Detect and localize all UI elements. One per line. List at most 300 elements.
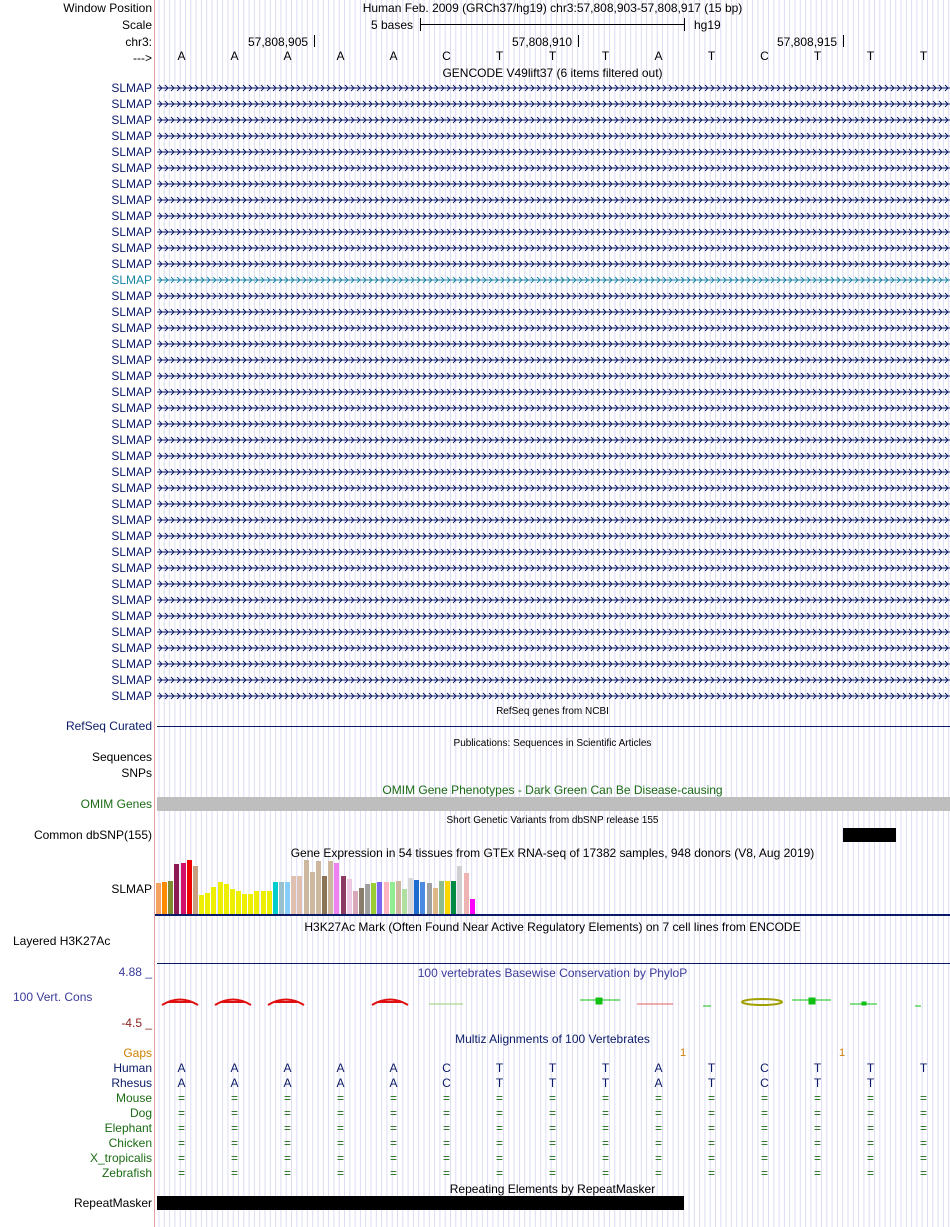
gtex-tissue-bar[interactable] [322, 876, 327, 914]
multiz-base: A [177, 1061, 186, 1075]
gencode-row-label[interactable]: SLMAP [111, 161, 152, 175]
multiz-base: = [707, 1136, 715, 1150]
dbsnp-feature[interactable] [843, 828, 896, 842]
multiz-base: T [866, 1076, 875, 1090]
gencode-row-label[interactable]: SLMAP [111, 81, 152, 95]
omim-track-title[interactable]: OMIM Gene Phenotypes - Dark Green Can Be Disease-causing [382, 783, 723, 797]
multiz-base: = [866, 1121, 874, 1135]
multiz-base: T [495, 1076, 504, 1090]
gencode-transcript[interactable] [157, 307, 950, 317]
multiz-base: = [760, 1136, 768, 1150]
multiz-base: = [230, 1121, 238, 1135]
multiz-species-label[interactable]: Rhesus [111, 1076, 152, 1090]
multiz-base: = [442, 1166, 450, 1180]
gencode-row-label[interactable]: SLMAP [111, 401, 152, 415]
multiz-base: = [548, 1121, 556, 1135]
multiz-base: = [495, 1121, 503, 1135]
multiz-base: = [654, 1151, 662, 1165]
gtex-tissue-bar[interactable] [408, 878, 413, 914]
refseq-track-title[interactable]: RefSeq genes from NCBI [496, 706, 609, 717]
gencode-transcript[interactable] [157, 195, 950, 205]
gencode-transcript[interactable] [157, 691, 950, 701]
multiz-base: = [495, 1166, 503, 1180]
gtex-label[interactable]: SLMAP [111, 882, 152, 896]
gencode-transcript[interactable] [157, 323, 950, 333]
gencode-row-label[interactable]: SLMAP [111, 657, 152, 671]
gtex-tissue-bar[interactable] [328, 861, 333, 914]
gtex-tissue-bar[interactable] [279, 882, 284, 914]
multiz-base: = [601, 1091, 609, 1105]
gencode-row-label[interactable]: SLMAP [111, 369, 152, 383]
gtex-tissue-bar[interactable] [414, 880, 419, 914]
window-position-text: Human Feb. 2009 (GRCh37/hg19) chr3:57,808,903-57,808,917 (15 bp) [362, 1, 743, 15]
gencode-row-label[interactable]: SLMAP [111, 481, 152, 495]
multiz-base: = [548, 1091, 556, 1105]
base-11: T [707, 49, 716, 63]
gencode-row-label[interactable]: SLMAP [111, 97, 152, 111]
multiz-base: = [389, 1151, 397, 1165]
multiz-base: = [654, 1136, 662, 1150]
phylop-loop-12 [742, 999, 782, 1005]
gtex-tissue-bar[interactable] [291, 876, 296, 914]
gencode-transcript[interactable] [157, 419, 950, 429]
gtex-tissue-bar[interactable] [273, 882, 278, 914]
gtex-tissue-bar[interactable] [285, 882, 290, 914]
gaps-label[interactable]: Gaps [123, 1046, 152, 1060]
gencode-transcript[interactable] [157, 387, 950, 397]
multiz-base: = [601, 1136, 609, 1150]
multiz-base: = [654, 1166, 662, 1180]
gencode-row-label[interactable]: SLMAP [111, 385, 152, 399]
multiz-base: = [707, 1091, 715, 1105]
gencode-transcript[interactable] [157, 611, 950, 621]
gencode-transcript[interactable] [157, 211, 950, 221]
multiz-species-label[interactable]: X_tropicalis [89, 1151, 152, 1165]
multiz-base: = [230, 1166, 238, 1180]
gtex-tissue-bar[interactable] [193, 866, 198, 914]
multiz-base: = [760, 1166, 768, 1180]
gencode-row-label[interactable]: SLMAP [111, 689, 152, 703]
multiz-base: = [760, 1121, 768, 1135]
gtex-tissue-bar[interactable] [396, 881, 401, 914]
gencode-transcript[interactable] [157, 451, 950, 461]
scale-label: Scale [121, 18, 152, 32]
multiz-base: A [336, 1061, 345, 1075]
multiz-base: A [654, 1061, 663, 1075]
multiz-base: = [601, 1106, 609, 1120]
multiz-base: A [389, 1076, 398, 1090]
multiz-base: = [230, 1091, 238, 1105]
gencode-row-label[interactable]: SLMAP [111, 337, 152, 351]
multiz-base: = [442, 1106, 450, 1120]
multiz-base: = [336, 1136, 344, 1150]
multiz-base: = [389, 1091, 397, 1105]
base-7: T [495, 49, 504, 63]
multiz-base: = [336, 1121, 344, 1135]
gtex-tissue-bar[interactable] [427, 883, 432, 914]
gencode-transcript[interactable] [157, 595, 950, 605]
coord-tick-mark-3 [843, 35, 844, 47]
gencode-transcript[interactable] [157, 371, 950, 381]
gtex-tissue-bar[interactable] [445, 881, 450, 914]
gencode-row-label[interactable]: SLMAP [111, 529, 152, 543]
snps-label[interactable]: SNPs [121, 766, 152, 780]
gencode-transcript[interactable] [157, 115, 950, 125]
gtex-tissue-bar[interactable] [168, 881, 173, 914]
multiz-base: = [866, 1166, 874, 1180]
gencode-row-label[interactable]: SLMAP [111, 209, 152, 223]
multiz-base: C [760, 1061, 769, 1075]
gencode-transcript[interactable] [157, 275, 950, 285]
gencode-transcript[interactable] [157, 355, 950, 365]
gencode-row-label[interactable]: SLMAP [111, 305, 152, 319]
gencode-row-label[interactable]: SLMAP [111, 177, 152, 191]
gencode-transcript[interactable] [157, 515, 950, 525]
gencode-transcript[interactable] [157, 627, 950, 637]
gencode-row-label[interactable]: SLMAP [111, 129, 152, 143]
gencode-row-label[interactable]: SLMAP [111, 273, 152, 287]
multiz-base: = [230, 1106, 238, 1120]
repeatmasker-feature[interactable] [157, 1196, 684, 1210]
gtex-tissue-bar[interactable] [359, 888, 364, 914]
gencode-row-label[interactable]: SLMAP [111, 625, 152, 639]
omim-feature-bar[interactable] [157, 797, 950, 811]
gtex-tissue-bar[interactable] [347, 879, 352, 914]
gtex-tissue-bar[interactable] [371, 883, 376, 914]
refseq-label[interactable]: RefSeq Curated [65, 719, 152, 733]
multiz-base: = [760, 1151, 768, 1165]
gtex-tissue-bar[interactable] [297, 876, 302, 914]
gencode-transcript[interactable] [157, 147, 950, 157]
multiz-base: = [548, 1106, 556, 1120]
gtex-tissue-bar[interactable] [205, 893, 210, 914]
multiz-base: T [707, 1076, 716, 1090]
phylop-label[interactable]: 100 Vert. Cons [13, 990, 93, 1004]
multiz-base: = [601, 1151, 609, 1165]
base-15: T [919, 49, 928, 63]
multiz-base: = [495, 1136, 503, 1150]
gencode-row-label[interactable]: SLMAP [111, 417, 152, 431]
gencode-transcript[interactable] [157, 131, 950, 141]
multiz-base: = [919, 1166, 927, 1180]
refseq-line[interactable] [157, 726, 950, 727]
gencode-transcript[interactable] [157, 643, 950, 653]
gtex-track-title[interactable]: Gene Expression in 54 tissues from GTEx RNA-seq of 17382 samples, 948 donors (V8, Aug 2019) [290, 846, 815, 860]
multiz-base: = [866, 1091, 874, 1105]
gencode-row-label[interactable]: SLMAP [111, 673, 152, 687]
gencode-transcript[interactable] [157, 163, 950, 173]
phylop-peak-2 [215, 1000, 251, 1006]
multiz-base: = [919, 1106, 927, 1120]
base-5: A [389, 49, 398, 63]
multiz-base: = [813, 1091, 821, 1105]
multiz-base: A [389, 1061, 398, 1075]
gencode-row-label[interactable]: SLMAP [111, 145, 152, 159]
multiz-base: = [495, 1106, 503, 1120]
gencode-transcript[interactable] [157, 435, 950, 445]
multiz-base: = [389, 1106, 397, 1120]
gencode-transcript[interactable] [157, 483, 950, 493]
multiz-base: T [548, 1076, 557, 1090]
multiz-base: = [813, 1151, 821, 1165]
scale-bar-left-tick [420, 18, 421, 31]
multiz-base: = [389, 1136, 397, 1150]
gencode-transcript[interactable] [157, 259, 950, 269]
phylop-peak-5 [372, 1000, 408, 1006]
gtex-tissue-bar[interactable] [267, 891, 272, 914]
multiz-base: = [495, 1151, 503, 1165]
multiz-base: = [177, 1091, 185, 1105]
multiz-base: = [442, 1121, 450, 1135]
multiz-species-label[interactable]: Dog [129, 1106, 152, 1120]
gencode-transcript[interactable] [157, 83, 950, 93]
multiz-base: T [919, 1061, 928, 1075]
gtex-tissue-bar[interactable] [261, 891, 266, 914]
phylop-low-14 [850, 1002, 877, 1005]
base-10: A [654, 49, 663, 63]
gencode-transcript[interactable] [157, 243, 950, 253]
multiz-base: A [230, 1076, 239, 1090]
multiz-species-label[interactable]: Zebrafish [101, 1166, 152, 1180]
publications-label[interactable]: Sequences [91, 750, 152, 764]
multiz-base: = [283, 1121, 291, 1135]
gencode-row-label[interactable]: SLMAP [111, 193, 152, 207]
multiz-base: = [601, 1121, 609, 1135]
gtex-tissue-bar[interactable] [390, 882, 395, 914]
multiz-base: = [760, 1106, 768, 1120]
multiz-base: = [336, 1106, 344, 1120]
gtex-tissue-bar[interactable] [181, 863, 186, 914]
multiz-base: T [866, 1061, 875, 1075]
gtex-tissue-bar[interactable] [402, 889, 407, 914]
coord-tick-3: 57,808,915 [777, 35, 838, 49]
gap-mark-2: 1 [839, 1047, 846, 1059]
multiz-base: = [177, 1166, 185, 1180]
gtex-tissue-bar[interactable] [174, 864, 179, 914]
multiz-base: = [283, 1151, 291, 1165]
gtex-tissue-bar[interactable] [464, 873, 469, 914]
phylop-peak-9 [580, 998, 620, 1004]
multiz-base: = [866, 1106, 874, 1120]
multiz-track-title[interactable]: Multiz Alignments of 100 Vertebrates [455, 1032, 650, 1046]
multiz-base: T [601, 1061, 610, 1075]
gencode-row-label[interactable]: SLMAP [111, 593, 152, 607]
multiz-base: = [389, 1121, 397, 1135]
gencode-row-label[interactable]: SLMAP [111, 449, 152, 463]
gencode-transcript[interactable] [157, 227, 950, 237]
multiz-base: = [548, 1166, 556, 1180]
gencode-transcript[interactable] [157, 99, 950, 109]
multiz-base: = [707, 1106, 715, 1120]
gencode-transcript[interactable] [157, 563, 950, 573]
multiz-species-label[interactable]: Elephant [104, 1121, 152, 1135]
gencode-row-label[interactable]: SLMAP [111, 545, 152, 559]
multiz-base: = [442, 1091, 450, 1105]
publications-track-title[interactable]: Publications: Sequences in Scientific Articles [453, 738, 652, 749]
multiz-base: = [654, 1091, 662, 1105]
gencode-row-label[interactable]: SLMAP [111, 353, 152, 367]
gtex-tissue-bar[interactable] [439, 881, 444, 914]
gencode-row-label[interactable]: SLMAP [111, 497, 152, 511]
gencode-transcript[interactable] [157, 547, 950, 557]
gencode-transcript[interactable] [157, 179, 950, 189]
multiz-base: = [548, 1136, 556, 1150]
multiz-base: = [654, 1121, 662, 1135]
gtex-tissue-bar[interactable] [230, 889, 235, 914]
multiz-base: T [813, 1061, 822, 1075]
phylop-peak-1 [162, 1000, 198, 1006]
dbsnp-label[interactable]: Common dbSNP(155) [33, 828, 152, 842]
multiz-base: = [177, 1106, 185, 1120]
gtex-tissue-bar[interactable] [316, 861, 321, 914]
gencode-transcript[interactable] [157, 467, 950, 477]
scale-bar-right-tick [684, 18, 685, 31]
multiz-base: C [442, 1061, 451, 1075]
gtex-tissue-bar[interactable] [470, 899, 475, 914]
base-14: T [866, 49, 875, 63]
scale-db: hg19 [694, 18, 721, 32]
gtex-tissue-bar[interactable] [187, 860, 192, 914]
multiz-species-label[interactable]: Chicken [108, 1136, 152, 1150]
multiz-base: C [442, 1076, 451, 1090]
multiz-base: C [760, 1076, 769, 1090]
gtex-tissue-bar[interactable] [211, 887, 216, 914]
h3k27ac-line [157, 963, 950, 964]
multiz-base: = [336, 1091, 344, 1105]
multiz-base: = [601, 1166, 609, 1180]
base-3: A [283, 49, 292, 63]
multiz-base: = [442, 1136, 450, 1150]
gtex-tissue-bar[interactable] [341, 876, 346, 914]
gtex-tissue-bar[interactable] [162, 882, 167, 914]
gencode-row-label[interactable]: SLMAP [111, 289, 152, 303]
gtex-tissue-bar[interactable] [304, 860, 309, 914]
multiz-base: = [919, 1091, 927, 1105]
multiz-base: = [707, 1166, 715, 1180]
multiz-base: = [813, 1106, 821, 1120]
multiz-species-label[interactable]: Human [113, 1061, 152, 1075]
gtex-tissue-bar[interactable] [199, 895, 204, 914]
scale-bar [420, 24, 684, 25]
gtex-tissue-bar[interactable] [248, 894, 253, 914]
omim-label[interactable]: OMIM Genes [80, 797, 152, 811]
base-13: T [813, 49, 822, 63]
gencode-row-label[interactable]: SLMAP [111, 513, 152, 527]
gtex-tissue-bar[interactable] [156, 883, 161, 914]
base-6: C [442, 49, 451, 63]
coord-tick-mark-2 [578, 35, 579, 47]
phylop-signal[interactable] [155, 990, 950, 1020]
gtex-tissue-bar[interactable] [377, 882, 382, 914]
gencode-row-label[interactable]: SLMAP [111, 225, 152, 239]
multiz-base: = [336, 1151, 344, 1165]
coord-tick-1: 57,808,905 [248, 35, 309, 49]
dbsnp-track-title[interactable]: Short Genetic Variants from dbSNP release 155 [446, 815, 659, 826]
multiz-base: = [283, 1166, 291, 1180]
multiz-base: A [336, 1076, 345, 1090]
multiz-base: T [813, 1076, 822, 1090]
multiz-base: = [177, 1136, 185, 1150]
h3k27ac-label[interactable]: Layered H3K27Ac [13, 934, 111, 948]
gtex-tissue-bar[interactable] [384, 882, 389, 914]
gencode-row-label[interactable]: SLMAP [111, 641, 152, 655]
multiz-base: = [230, 1136, 238, 1150]
gtex-tissue-bar[interactable] [433, 888, 438, 914]
gtex-tissue-bar[interactable] [242, 894, 247, 914]
gencode-row-label[interactable]: SLMAP [111, 321, 152, 335]
multiz-base: = [230, 1151, 238, 1165]
multiz-base: = [707, 1121, 715, 1135]
gencode-row-label[interactable]: SLMAP [111, 609, 152, 623]
multiz-base: = [654, 1106, 662, 1120]
gencode-transcript[interactable] [157, 499, 950, 509]
phylop-peak-13 [792, 998, 831, 1004]
multiz-base: = [283, 1136, 291, 1150]
gtex-tissue-bar[interactable] [353, 891, 358, 914]
gtex-tissue-bar[interactable] [218, 882, 223, 914]
gtex-tissue-bar[interactable] [420, 882, 425, 914]
multiz-base: T [548, 1061, 557, 1075]
gtex-tissue-bar[interactable] [310, 872, 315, 914]
phylop-track-title[interactable]: 100 vertebrates Basewise Conservation by PhyloP [417, 966, 688, 980]
gtex-tissue-bar[interactable] [457, 866, 462, 914]
gtex-tissue-bar[interactable] [451, 881, 456, 914]
gencode-transcript[interactable] [157, 531, 950, 541]
multiz-base: = [813, 1136, 821, 1150]
gencode-row-label[interactable]: SLMAP [111, 113, 152, 127]
multiz-base: = [336, 1166, 344, 1180]
gtex-tissue-bar[interactable] [224, 884, 229, 914]
gencode-transcript[interactable] [157, 675, 950, 685]
multiz-species-label[interactable]: Mouse [115, 1091, 152, 1105]
multiz-base: A [283, 1061, 292, 1075]
gencode-row-label[interactable]: SLMAP [111, 561, 152, 575]
h3k27ac-track-title[interactable]: H3K27Ac Mark (Often Found Near Active Regulatory Elements) on 7 cell lines from ENCODE [304, 920, 801, 934]
gencode-transcript[interactable] [157, 659, 950, 669]
gencode-transcript[interactable] [157, 339, 950, 349]
phylop-max-label: 4.88 _ [118, 965, 152, 979]
gencode-row-label[interactable]: SLMAP [111, 257, 152, 271]
gencode-transcript[interactable] [157, 403, 950, 413]
gencode-row-label[interactable]: SLMAP [111, 577, 152, 591]
multiz-base: = [389, 1166, 397, 1180]
gencode-row-label[interactable]: SLMAP [111, 241, 152, 255]
multiz-base: T [601, 1076, 610, 1090]
multiz-base: T [707, 1061, 716, 1075]
multiz-base: = [495, 1091, 503, 1105]
multiz-base: = [813, 1121, 821, 1135]
gencode-transcript[interactable] [157, 579, 950, 589]
gtex-tissue-bar[interactable] [254, 891, 259, 914]
phylop-min-label: -4.5 _ [121, 1016, 152, 1030]
gencode-row-label[interactable]: SLMAP [111, 465, 152, 479]
repeatmasker-track-title[interactable]: Repeating Elements by RepeatMasker [449, 1182, 656, 1196]
gtex-tissue-bar[interactable] [365, 884, 370, 914]
repeatmasker-label[interactable]: RepeatMasker [73, 1196, 152, 1210]
multiz-base: = [177, 1151, 185, 1165]
gtex-tissue-bar[interactable] [334, 863, 339, 914]
coord-tick-mark-1 [314, 35, 315, 47]
gtex-tissue-bar[interactable] [236, 891, 241, 914]
gencode-row-label[interactable]: SLMAP [111, 433, 152, 447]
gtex-baseline [155, 914, 950, 916]
chrom-label: chr3: [125, 35, 152, 49]
gencode-transcript[interactable] [157, 291, 950, 301]
base-2: A [230, 49, 239, 63]
multiz-base: = [283, 1106, 291, 1120]
gencode-track-title[interactable]: GENCODE V49lift37 (6 items filtered out) [442, 66, 663, 80]
multiz-base: = [760, 1091, 768, 1105]
